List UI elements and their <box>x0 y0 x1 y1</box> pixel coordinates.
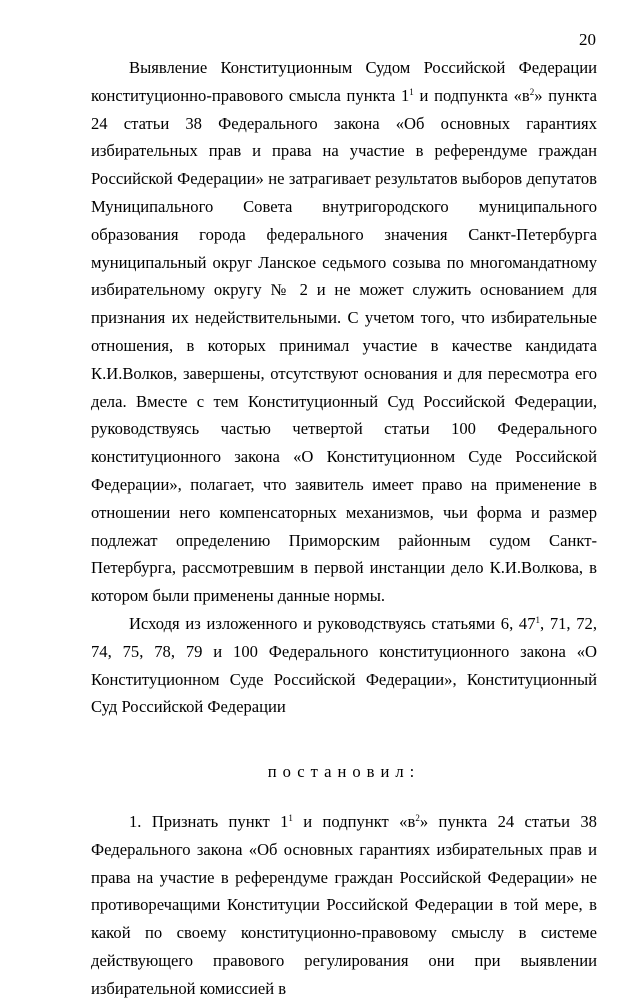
resolution-heading: постановил: <box>267 762 421 782</box>
text-run: Выявление Конституционным Судом Российской Федерации конституционно-правового смысла пункта 1 <box>91 58 597 105</box>
superscript: 2 <box>415 812 420 823</box>
superscript: 1 <box>288 812 293 823</box>
text-run: и подпункта «в <box>413 85 530 105</box>
text-run: Исходя из изложенного и руководствуясь статьями 6, 47 <box>129 613 536 633</box>
text-run: » пункта 24 статьи 38 Федерального закона «Об основных гарантиях избирательных прав и права на участие в референдуме граждан Российской Федерации» не затрагивает результатов выборов депутатов Муниципального Совета внутригородского муниципального образования города федерального значения Санкт-Петербурга муниципальный округ Ланское седьмого созыва по многомандатному избирательному округу № 2 и не может служить основанием для признания их недействительными. С учетом того, что избирательные отношения, в которых принимал участие в качестве кандидата К.И.Волков, завершены, отсутствуют основания и для пересмотра его дела. Вместе с тем Конституционный Суд Российской Федерации, руководствуясь частью четвертой статьи 100 Федерального конституционного закона «О Конституционном Суде Российской Федерации», полагает, что заявитель имеет право на применение в отношении него компенсаторных механизмов, чьи форма и размер подлежат определению Приморским районным судом Санкт-Петербурга, рассмотревшим в первой инстанции дело К.И.Волкова, в котором были применены данные нормы. <box>91 85 597 606</box>
paragraph <box>91 808 597 1003</box>
superscript: 1 <box>535 614 541 625</box>
paragraphs-before-heading <box>91 54 597 721</box>
superscript: 1 <box>409 86 414 97</box>
page-number: 20 <box>579 30 596 49</box>
text-run: и подпункт «в <box>292 811 416 831</box>
superscript: 2 <box>529 86 535 97</box>
document-body <box>91 54 597 1003</box>
text-run: » пункта 24 статьи 38 Федерального закона «Об основных гарантиях избирательных прав и права на участие в референдуме граждан Российской Федерации» не противоречащими Конституции Российской Федерации в той мере, в какой по своему конституционно-правовому смыслу в системе действующего правового регулирования они при выявлении избирательной комиссией в <box>91 811 597 998</box>
paragraph <box>91 54 597 610</box>
paragraph <box>91 610 597 721</box>
paragraphs-after-heading <box>91 808 597 1003</box>
text-run: 1. Признать пункт 1 <box>129 811 289 831</box>
text-run: , 71, 72, 74, 75, 78, 79 и 100 Федерального конституционного закона «О Конституционном Суде Российской Федерации», Конституционный Суд Российской Федерации <box>91 613 597 717</box>
